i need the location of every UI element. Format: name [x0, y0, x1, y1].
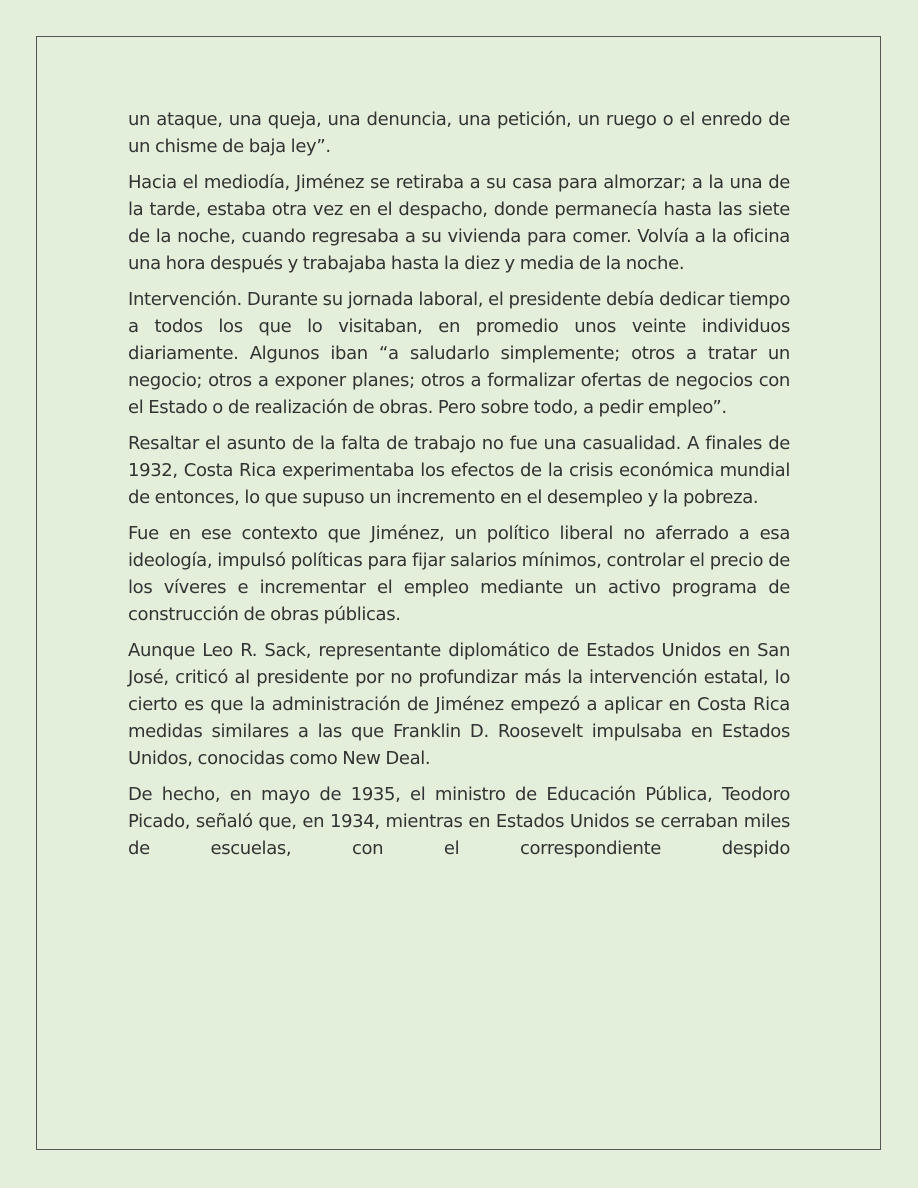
paragraph-2: Hacia el mediodía, Jiménez se retiraba a su casa para almorzar; a la una de la tarde, estaba otra vez en el despacho, donde permanecía hasta las siete de la noche, cuando regresaba a su vivienda para comer. Volvía a la oficina una hora después y trabajaba hasta la diez y media de la noche. — [128, 172, 790, 274]
paragraph-6: Aunque Leo R. Sack, representante diplomático de Estados Unidos en San José, criticó al presidente por no profundizar más la intervención estatal, lo cierto es que la administración de Jiménez empezó a aplicar en Costa Rica medidas similares a las que Franklin D. Roosevelt impulsaba en Estados Unidos, conocidas como New Deal. — [128, 640, 790, 769]
paragraph-5: Fue en ese contexto que Jiménez, un político liberal no aferrado a esa ideología, impulsó políticas para fijar salarios mínimos, controlar el precio de los víveres e incrementar el empleo mediante un activo programa de construcción de obras públicas. — [128, 523, 790, 625]
paragraph-1: un ataque, una queja, una denuncia, una petición, un ruego o el enredo de un chisme de baja ley”. — [128, 109, 790, 157]
document-body — [128, 106, 790, 871]
paragraph-4: Resaltar el asunto de la falta de trabajo no fue una casualidad. A finales de 1932, Costa Rica experimentaba los efectos de la crisis económica mundial de entonces, lo que supuso un incremento en el desempleo y la pobreza. — [128, 433, 790, 508]
paragraph-3: Intervención. Durante su jornada laboral, el presidente debía dedicar tiempo a todos los que lo visitaban, en promedio unos veinte individuos diariamente. Algunos iban “a saludarlo simplemente; otros a tratar un negocio; otros a exponer planes; otros a formalizar ofertas de negocios con el Estado o de realización de obras. Pero sobre todo, a pedir empleo”. — [128, 289, 790, 418]
paragraph-7: De hecho, en mayo de 1935, el ministro de Educación Pública, Teodoro Picado, señaló que, en 1934, mientras en Estados Unidos se cerraban miles de escuelas, con el correspondiente despido — [128, 784, 790, 859]
